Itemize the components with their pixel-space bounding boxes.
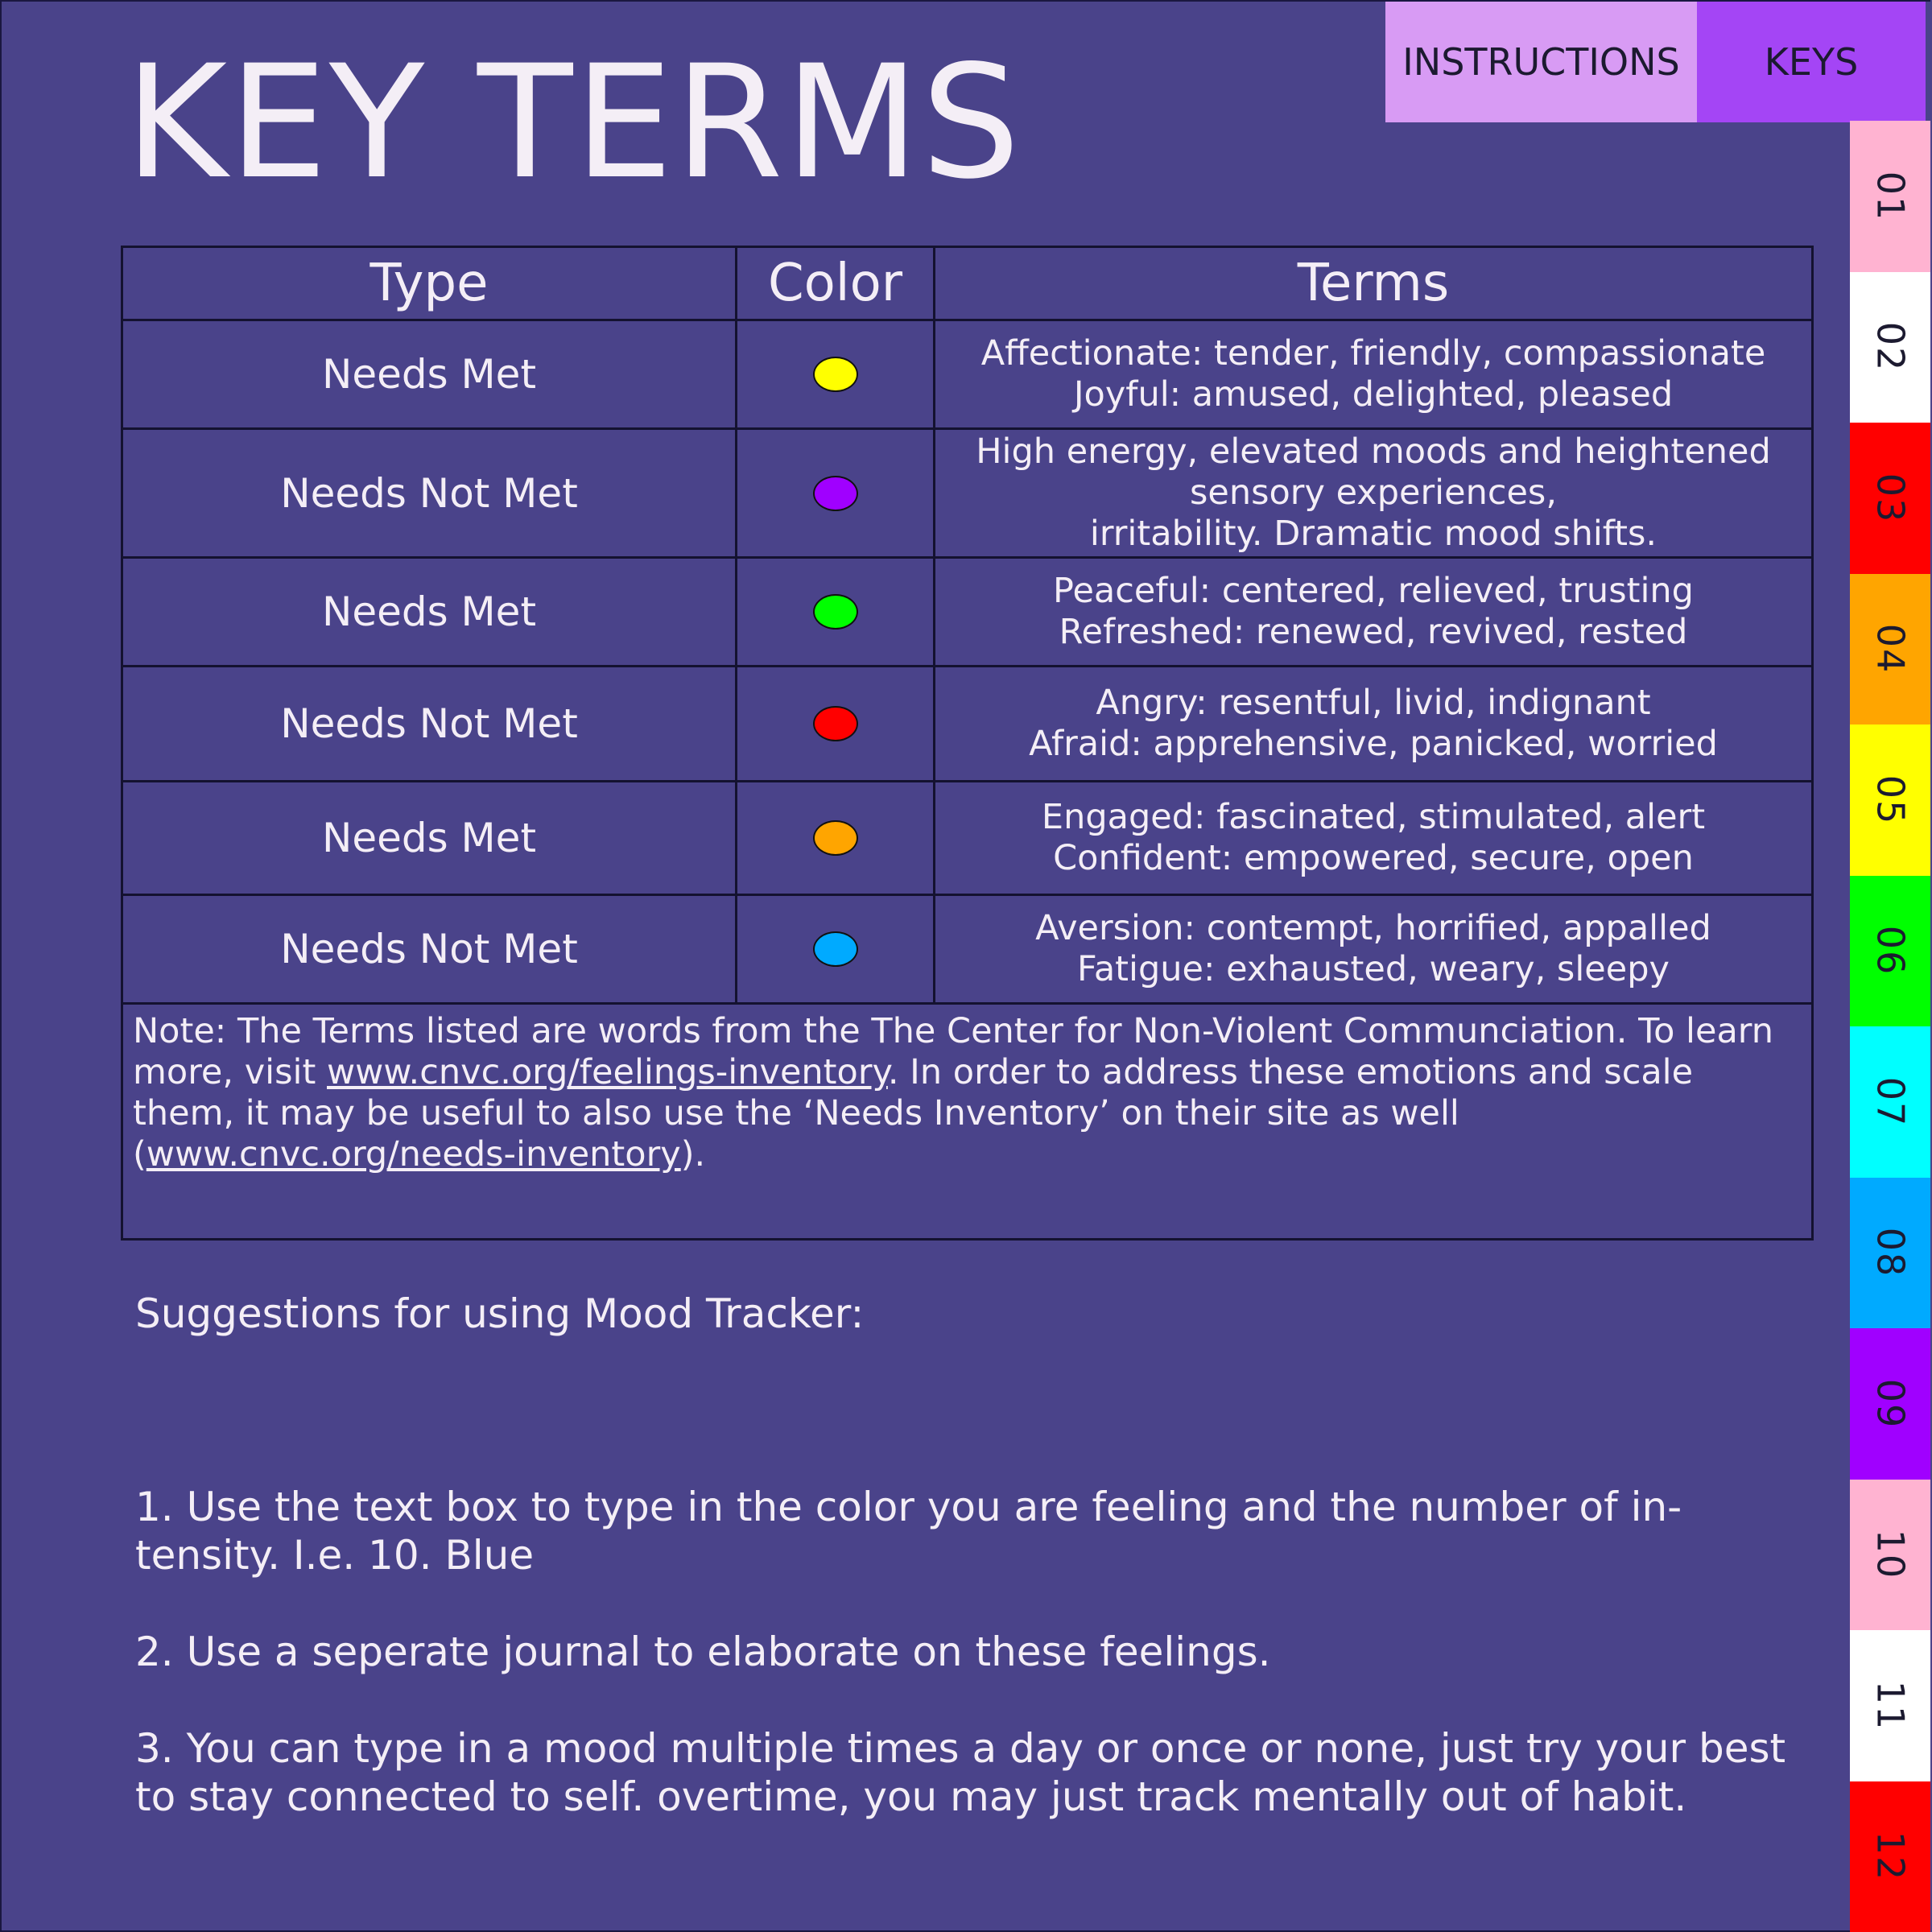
header-terms: Terms	[935, 247, 1813, 320]
terms-cell	[935, 320, 1813, 429]
type-cell: Needs Met	[122, 558, 737, 667]
month-tab-label: 01	[1868, 171, 1912, 222]
type-cell: Needs Met	[122, 320, 737, 429]
table-row	[122, 320, 1813, 429]
terms-line: Aversion: contempt, horrified, appalled	[1035, 908, 1711, 948]
color-dot	[813, 706, 858, 741]
terms-cell	[935, 782, 1813, 895]
month-tab-label: 02	[1868, 321, 1912, 373]
month-tab-label: 05	[1868, 774, 1912, 826]
month-tab-label: 03	[1868, 473, 1912, 524]
table-row	[122, 429, 1813, 558]
header-color: Color	[737, 247, 935, 320]
month-tab-label: 08	[1868, 1227, 1912, 1278]
terms-line: sensory experiences,	[1189, 473, 1557, 513]
month-tab-label: 11	[1868, 1680, 1912, 1732]
month-tab-07[interactable]	[1850, 1026, 1930, 1178]
color-cell	[737, 558, 935, 667]
table-row	[122, 782, 1813, 895]
month-tab-05[interactable]	[1850, 724, 1930, 876]
color-dot	[813, 820, 858, 856]
month-tab-label: 07	[1868, 1076, 1912, 1128]
terms-line: Engaged: fascinated, stimulated, alert	[1041, 797, 1706, 837]
terms-line: Peaceful: centered, relieved, trusting	[1053, 571, 1694, 611]
suggestion-item: 3. You can type in a mood multiple times a day or once or none, just try your best to stay connected to self. overtime, you may just track mentally out of habit.	[135, 1725, 1786, 1820]
month-tab-04[interactable]	[1850, 574, 1930, 725]
month-tab-06[interactable]	[1850, 876, 1930, 1027]
color-dot	[813, 594, 858, 630]
month-tab-label: 10	[1868, 1529, 1912, 1580]
note-text-end: ).	[680, 1134, 706, 1174]
key-terms-table	[121, 246, 1814, 1241]
terms-line: Fatigue: exhausted, weary, sleepy	[1077, 949, 1670, 989]
type-cell: Needs Not Met	[122, 429, 737, 558]
terms-cell	[935, 558, 1813, 667]
table-row	[122, 667, 1813, 782]
suggestion-item: 2. Use a seperate journal to elaborate on these feelings.	[135, 1629, 1271, 1675]
page-title: KEY TERMS	[125, 31, 1022, 213]
feelings-inventory-link[interactable]: www.cnvc.org/feelings-inventory	[327, 1052, 888, 1092]
type-cell: Needs Not Met	[122, 667, 737, 782]
table-header-row	[122, 247, 1813, 320]
color-dot	[813, 357, 858, 392]
color-dot	[813, 476, 858, 511]
month-tab-09[interactable]	[1850, 1328, 1930, 1480]
color-dot	[813, 931, 858, 967]
color-cell	[737, 320, 935, 429]
suggestions-section	[135, 1241, 1810, 1869]
terms-line: Confident: empowered, secure, open	[1053, 838, 1694, 878]
terms-cell	[935, 429, 1813, 558]
color-cell	[737, 782, 935, 895]
tab-keys[interactable]: KEYS	[1697, 2, 1926, 122]
month-tab-strip	[1850, 121, 1930, 1932]
month-tab-01[interactable]	[1850, 121, 1930, 272]
suggestions-heading: Suggestions for using Mood Tracker:	[135, 1290, 865, 1337]
note-row	[122, 1004, 1813, 1240]
terms-line: Joyful: amused, delighted, pleased	[1073, 374, 1674, 415]
type-cell: Needs Not Met	[122, 895, 737, 1004]
color-cell	[737, 667, 935, 782]
month-tab-label: 04	[1868, 623, 1912, 675]
table-row	[122, 558, 1813, 667]
month-tab-08[interactable]	[1850, 1178, 1930, 1329]
month-tab-11[interactable]	[1850, 1630, 1930, 1781]
suggestion-item: 1. Use the text box to type in the color you are feeling and the number of in-tensity. I.e. 10. Blue	[135, 1484, 1682, 1579]
terms-cell	[935, 667, 1813, 782]
month-tab-label: 06	[1868, 925, 1912, 976]
terms-line: Afraid: apprehensive, panicked, worried	[1029, 724, 1718, 764]
header-type: Type	[122, 247, 737, 320]
month-tab-10[interactable]	[1850, 1480, 1930, 1631]
table-row	[122, 895, 1813, 1004]
terms-line: Angry: resentful, livid, indignant	[1096, 683, 1651, 723]
note-text: Note: The Terms listed are words from the The Center for Non-Violent Communciation. To learn more, visit	[133, 1011, 1773, 1092]
note-text-continued: . In order to address these emotions and scale them, it may be useful to also use the ‘Needs Inventory’ on their site as well (	[133, 1052, 1694, 1174]
terms-line: Refreshed: renewed, revived, rested	[1059, 612, 1688, 652]
month-tab-02[interactable]	[1850, 272, 1930, 423]
note-cell	[122, 1004, 1813, 1240]
color-cell	[737, 895, 935, 1004]
month-tab-label: 12	[1868, 1831, 1912, 1882]
terms-line: High energy, elevated moods and heightened	[976, 431, 1771, 472]
month-tab-label: 09	[1868, 1378, 1912, 1430]
month-tab-03[interactable]	[1850, 423, 1930, 574]
color-cell	[737, 429, 935, 558]
terms-cell	[935, 895, 1813, 1004]
tab-instructions[interactable]: INSTRUCTIONS	[1385, 2, 1697, 122]
needs-inventory-link[interactable]: www.cnvc.org/needs-inventory	[146, 1134, 681, 1174]
terms-line: irritability. Dramatic mood shifts.	[1089, 514, 1657, 554]
month-tab-12[interactable]	[1850, 1781, 1930, 1932]
terms-line: Affectionate: tender, friendly, compassionate	[980, 333, 1766, 374]
type-cell: Needs Met	[122, 782, 737, 895]
